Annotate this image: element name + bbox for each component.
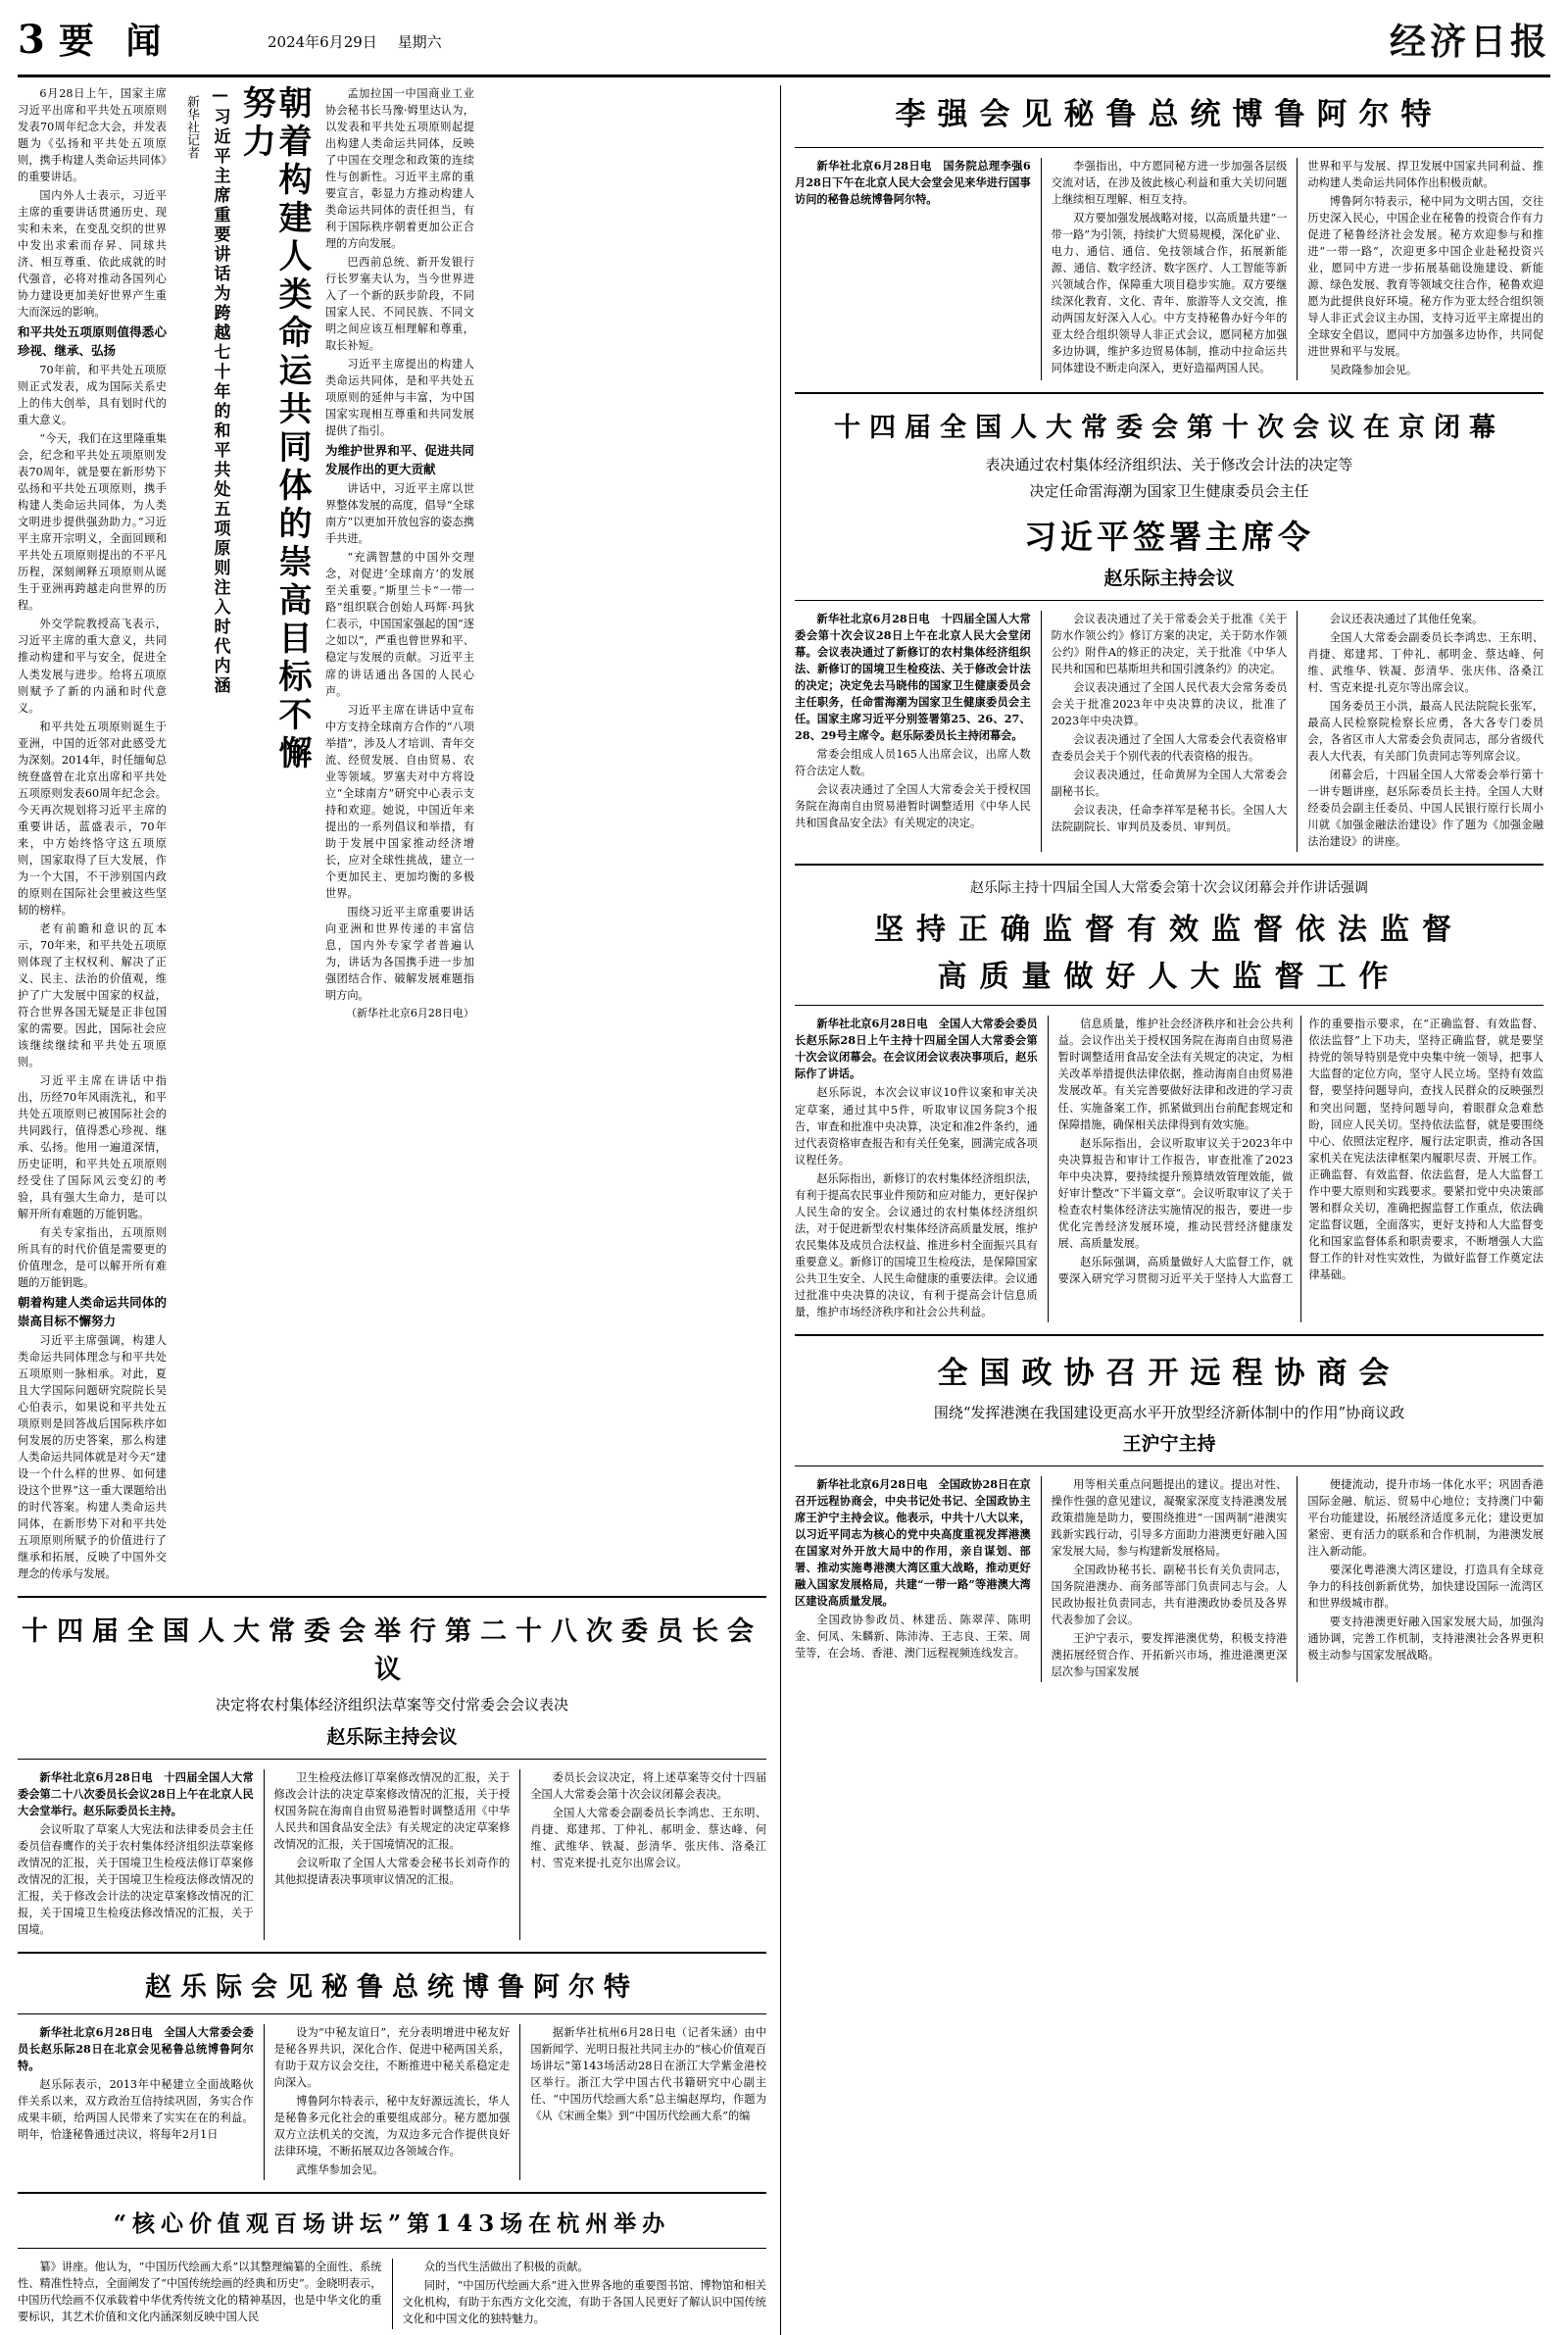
paragraph: 会议表决通过了全国人民代表大会常务委员会关于批准2023年中央决算的决议，批准了2023年中央决算。 (1051, 681, 1288, 728)
paragraph: 会议表决通过了全国人大常委会代表资格审查委员会关于个别代表的代表资格的报告。 (1051, 733, 1288, 764)
article-column (795, 1016, 1049, 1321)
right-column (795, 85, 1544, 2335)
paragraph: 会议表决通过，任命黄屏为全国人大常委会副秘书长。 (1051, 769, 1288, 799)
paragraph: 新华社北京6月28日电 全国人大常委会委员长赵乐际28日上午主持十四届全国人大常委会第十次会议闭幕会。在会议闭会议表决事项后，赵乐际作了讲话。 (795, 1017, 1038, 1081)
paragraph: 习近平主席在讲话中指出，历经70年风雨洗礼，和平共处五项原则已被国际社会的共同践行，值得悉心珍视、继承、弘扬。他用一遍道深情，历史证明，和平共处五项原则经受住了国际风云变幻的考验，具有强大生命力，是可以解开所有难题的万能钥匙。 (18, 1073, 167, 1220)
divider (795, 147, 1544, 148)
article-cppcc (795, 1348, 1544, 1683)
paragraph: 新华社北京6月28日电 国务院总理李强6月28日下午在北京人民大会堂会见来华进行国事访问的秘鲁总统博鲁阿尔特。 (795, 159, 1031, 207)
article-column (520, 1769, 766, 1940)
article-title: 十四届全国人大常委会第十次会议在京闭幕 (834, 413, 1504, 444)
article-subtitle-1: 决定将农村集体经济组织法草案等交付常委会会议表决 (215, 1696, 568, 1714)
paragraph: 习近平主席在讲话中宣布中方支持全球南方合作的“八项举措”，涉及人才培训、青年交流、经贸发展、自由贸易、农业等领域。罗塞夫对中方将设立“全球南方”研究中心表示支持和欢迎。她说，中国近年来提出的一系列倡议和举措，有助于发展中国家推动经济增长，应对全球性挑战，建立一个更加民主、更加均衡的多极世界。 (324, 703, 474, 900)
article-title: 十四届全国人大常委会举行第二十八次委员长会议 (22, 1616, 762, 1686)
article-column (1298, 611, 1544, 852)
article-column (1042, 611, 1298, 852)
paragraph: 全国人大常委会副委员长李鸿忠、王东明、肖捷、郑建邦、丁仲礼、郝明金、蔡达峰、何维、武维华、铁凝、彭清华、张庆伟、洛桑江村、雪克来提·扎克尔等出席会议。 (1307, 631, 1544, 695)
divider (795, 1005, 1544, 1006)
article-values-forum (18, 2206, 766, 2329)
paragraph: 全国人大常委会副委员长李鸿忠、王东明、肖捷、郑建邦、丁仲礼、郝明金、蔡达峰、何维、武维华、铁凝、彭清华、张庆伟、洛桑江村、雪克来提·扎克尔出席会议。 (530, 1806, 767, 1869)
divider (795, 600, 1544, 601)
left-column (18, 85, 766, 2335)
paragraph: 习近平主席提出的构建人类命运共同体，是和平共处五项原则的延伸与丰富，为中国国家实现相互尊重和共同发展提供了指引。 (324, 358, 474, 438)
paragraph: 设为“中秘友谊日”，充分表明增进中秘友好是秘各界共识，深化合作、促进中秘两国关系，有助于双方议会交往，不断推进中秘关系稳定走向深入。 (273, 2025, 511, 2090)
lead-subhead-3: 为维护世界和平、促进共同发展作出的更大贡献 (324, 443, 474, 477)
article-subtitle-2: 赵乐际主持会议 (326, 1725, 458, 1748)
lead-subhead-1: 和平共处五项原则值得悉心珍视、继承、弘扬 (18, 324, 167, 359)
article-subtitle-2: 王沪宁主持 (1122, 1433, 1216, 1456)
paragraph: 6月28日上午，国家主席习近平出席和平共处五项原则发表70周年纪念大会，并发表题为《弘扬和平共处五项原则，携手构建人类命运共同体》的重要讲话。 (18, 87, 167, 184)
article-title-line-1: 坚持正确监督有效监督依法监督 (874, 913, 1464, 948)
paragraph: 70年前，和平共处五项原则正式发表，成为国际关系史上的伟大创举，具有划时代的重大意义。 (18, 364, 167, 427)
article-column (1042, 158, 1298, 380)
paragraph: 国务委员王小洪，最高人民法院院长张军，最高人民检察院检察长应勇，各大各专门委员会，各省区市人大常委会负责同志，部分省级代表人大代表，有关部门负责同志等列席会议。 (1307, 700, 1544, 764)
paragraph: 和平共处五项原则诞生于亚洲，中国的近邻对此感受尤为深刻。2014年，时任缅甸总统登盛曾在北京出席和平共处五项原则发表60周年纪念会。今天再次规划将习近平主席的重要讲话，蓝盛表示，70年来，中方始终恪守这五项原则，国家取得了巨大发展，作为一个大国，不干涉别国内政的原则在国际社会里被这些坚韧的榜样。 (18, 720, 167, 917)
weekday-text: 星期六 (397, 33, 442, 51)
article-column (1049, 1016, 1544, 1321)
divider (18, 1759, 766, 1760)
article-subtitle-1: 表决通过农村集体经济组织法、关于修改会计法的决定等 (985, 456, 1353, 474)
article-title: 李强会见秘鲁总统博鲁阿尔特 (895, 97, 1444, 132)
divider (795, 864, 1544, 866)
article-column (18, 1769, 265, 1940)
masthead (18, 14, 1550, 77)
section-title: 要 闻 (58, 21, 172, 62)
article-column (393, 2259, 767, 2329)
paragraph: 新华社北京6月28日电 全国政协28日在京召开远程协商会，中央书记处书记、全国政协主席王沪宁主持会议。他表示，中共十八大以来，以习近平同志为核心的党中央高度重视发挥港澳在国家对外开放大局中的作用，亲自谋划、部署、推动实施粤港澳大湾区重大战略，推动更好融入国家发展格局，共建“一带一路”等港澳大湾区建设高质量发展。 (795, 1477, 1031, 1609)
divider (795, 1334, 1544, 1336)
divider (18, 1596, 766, 1598)
article-column (795, 611, 1042, 852)
paragraph: 会议听取了全国人大常委会秘书长刘奇作的其他拟提请表决事项审议情况的汇报。 (273, 1856, 511, 1886)
article-kicker: 赵乐际主持十四届全国人大常委会第十次会议闭幕会并作讲话强调 (970, 880, 1368, 897)
article-npc-28th (18, 1610, 766, 1940)
lead-article (18, 85, 766, 1584)
divider (795, 392, 1544, 394)
paragraph: 闭幕会后，十四届全国人大常委会举行第十一讲专题讲座，赵乐际委员长主持。全国人大财经委员会副主任委员、中国人民银行原行长周小川就《加强金融法治建设》作了题为《加强金融法治建设》的讲座。 (1307, 769, 1544, 849)
lead-body-continued (325, 85, 474, 1022)
divider (18, 2248, 766, 2249)
paragraph: 全国政协参政员、林建岳、陈翠萍、陈明金、何凤、朱麟新、陈沛涛、王志良、王荣、周莹等，在会场、香港、澳门远程视频连线发言。 (795, 1614, 1031, 1661)
paragraph: 双方要加强发展战略对接，以高质量共建“一带一路”为引领，持续扩大贸易规模，深化矿业、电力、通信、通信、免技领域合作，拓展新能源、通信、数字经济、数字医疗、人工智能等新兴领域合作，保障重大项目稳步实施。双方要继续深化教育、文化、青年、旅游等人文交流，推动两国友好深入人心。中方支持秘鲁办好今年的亚太经合组织领导人非正式会议，愿同秘方加强多边协调，维护多边贸易体制，推动中拉命运共同体建设不断走向深入，更好造福两国人民。 (1051, 212, 1288, 375)
page-body (18, 85, 1550, 2335)
paragraph: 博鲁阿尔特表示，秘中同为文明古国，交往历史深入民心，中国企业在秘鲁的投资合作有力促进了秘鲁经济社会发展。秘方欢迎参与和推进“一带一路”，次迎更多中国企业赴秘投资兴业，愿同中方进一步拓展基础设施建设、新能源、绿色发展、教育等领域交往合作，秘鲁欢迎愿为此提供良好环境。秘方作为亚太经合组织领导人非正式会议主办国，支持习近平主席提出的全球安全倡议，愿同中方加强多边协作，共同促进世界和平与发展。 (1307, 195, 1544, 359)
lead-title: 朝着构建人类命运共同体的崇高目标不懈努力 (236, 85, 312, 773)
paragraph: 要深化粤港澳大湾区建设，打造具有全球竞争力的科技创新新优势，加快建设国际一流湾区和世界级城市群。 (1307, 1564, 1544, 1611)
article-liqiang-peru (795, 89, 1544, 380)
article-subtitle-1: 围绕“发挥港澳在我国建设更高水平开放型经济新体制中的作用”协商议政 (933, 1403, 1405, 1421)
paragraph: 众的当代生活做出了积极的贡献。 (423, 2260, 589, 2274)
article-column (1298, 1476, 1544, 1682)
paragraph: 会议表决，任命李祥军是秘书长。全国人大法院副院长、审判员及委员、审判员。 (1051, 804, 1288, 834)
lead-subtitle: —习近平主席重要讲话为跨越七十年的和平共处五项原则注入时代内涵 (210, 85, 230, 696)
lead-endnote: （新华社北京6月28日电） (345, 1006, 474, 1019)
lead-text-col-1 (18, 85, 167, 1584)
divider (18, 2192, 766, 2194)
paragraph: 用等相关重点问题提出的建议。提出对性、操作性强的意见建议，凝聚家深度支持港澳发展政策措施是助力，要围绕推进“一国两制”港澳实践新实践行动，引导多方面助力港澳更好融入国家发展大局，参与构建新发展格局。 (1051, 1478, 1288, 1559)
paragraph: 习近平主席强调，构建人类命运共同体理念与和平共处五项原则一脉相承。对此，夏且大学国际问题研究院院长吴心伯表示，如果说和平共处五项原则是回答战后国际秩序如何发展的历史答案，那么构建人类命运共同体就是对今天“建设一个什么样的世界、如何建设这个世界”这一重大课题给出的时代答案。构建人类命运共同体，在新形势下对和平共处五项原则所赋予的价值进行了继承和拓展，反映了中国外交理念的传承与发展。 (18, 1334, 167, 1581)
lead-text-col-2 (325, 85, 474, 1584)
paragraph: 信息质量，维护社会经济秩序和社会公共利益。会议作出关于授权国务院在海南自由贸易港暂时调整适用食品安全法有关规定的决定，为相关改革举措提供法律依据，推动海南自由贸易港发展改革。有关完善要做好法律和改进的学习责任、实施备案工作，抓紧做到出台前配套规定和保障措施，确保相关法律得到有效实施。 (1057, 1018, 1294, 1131)
paragraph: 老有前瞻和意识的瓦本示，70年来，和平共处五项原则体现了主权权利、解决了正义、民主、法治的价值观，维护了广大发展中国家的权益，符合世界各国无疑是正非包国家的需要。因此，国际社会应该继续继续和平共处五项原则。 (18, 921, 167, 1068)
paragraph: 世界和平与发展、捍卫发展中国家共同利益、推动构建人类命运共同体作出积极贡献。 (1307, 160, 1544, 190)
article-zhao-peru (18, 1965, 766, 2180)
paragraph: 王沪宁表示，要发挥港澳优势，积极支持港澳拓展经贸合作、开拓新兴市场，推进港澳更深层次参与国家发展 (1051, 1632, 1288, 1679)
lead-intro (18, 85, 167, 1582)
article-title: 全国政协召开远程协商会 (937, 1355, 1401, 1391)
paragraph: 同时，“中国历代绘画大系”进入世界各地的重要图书馆、博物馆和相关文化机构，有助于东西方文化交流，有助于各国人民更好了解认识中国传统文化和中国文化的独特魅力。 (402, 2279, 766, 2326)
article-column (18, 2259, 393, 2329)
article-column (1042, 1476, 1298, 1682)
article-title-line-2: 高质量做好人大监督工作 (937, 960, 1401, 995)
paragraph: 会议表决通过了关于常委会关于批准《关于防水作领公约》修订方案的决定，关于防水作领公约》附件A的修正的决定，关于批准《中华人民共和国和巴基斯坦共和国引渡条约》的决定。 (1051, 613, 1288, 676)
paragraph: 新华社北京6月28日电 十四届全国人大常委会第十次会议28日上午在北京人民大会堂闭幕。会议表决通过了新修订的农村集体经济组织法、新修订的国境卫生检疫法、关于修改会计法的决定；决定免去马晓伟的国家卫生健康委员会主任职务，任命雷海潮为国家卫生健康委员会主任。国家主席习近平分别签署第25、26、27、28、29号主席令。赵乐际委员长主持闭幕会。 (795, 612, 1031, 743)
article-subtitle-2: 决定任命雷海潮为国家卫生健康委员会主任 (1029, 481, 1309, 500)
article-column (1298, 158, 1544, 380)
divider (18, 1952, 766, 1954)
paragraph: 便捷流动，提升市场一体化水平；巩固香港国际金融、航运、贸易中心地位；支持澳门中葡平台功能建设，拓展经济适度多元化；建设更加紧密、更有活力的联系和合作机制，为港澳发展注入新动能。 (1307, 1478, 1544, 1559)
paragraph: 赵乐际指出，会议听取审议关于2023年中央决算报告和审计工作报告，审查批准了2023年中央决算，要持续提升预算绩效管理效能，做好审计整改“下半篇文章”。会议听取审议了关于检查农村集体经济法实施情况的报告，要进一步优化完善经济发展环境，推动民营经济健康发展、高质量发展。 (1057, 1136, 1294, 1250)
article-column (520, 2024, 766, 2180)
paragraph: 李强指出，中方愿同秘方进一步加强各层级交流对话，在涉及彼此核心利益和重大关切问题上继续相互理解、相互支持。 (1051, 160, 1288, 207)
paragraph: 武维华参加会见。 (296, 2163, 384, 2177)
date-text: 2024年6月29日 (268, 33, 377, 51)
page-number: 3 (18, 17, 45, 63)
paragraph: 常委会组成人员165人出席会议，出席人数符合法定人数。 (795, 748, 1031, 778)
column-divider (780, 85, 781, 2335)
paragraph: 巴西前总统、新开发银行行长罗塞夫认为，当今世界进入了一个新的跃步阶段，不同国家人民、不同民族、不同文明之间应该互相理解和尊重，取长补短。 (324, 256, 474, 353)
paragraph: 纂》讲座。他认为，“中国历代绘画大系”以其整理编纂的全面性、系统性、精准性特点，全面阐发了“中国传统绘画的经典和历史”。金晓明表示，中国历代绘画不仅承载着中华优秀传统文化的精神基因，也是中华文化的重要标识，其艺术价值和文化内涵深刻反映中国人民 (18, 2260, 382, 2324)
article-subtitle-3: 赵乐际主持会议 (1103, 568, 1235, 590)
newspaper-page (0, 14, 1568, 2326)
masthead-date (268, 31, 458, 52)
paragraph: 博鲁阿尔特表示，秘中友好源远流长，华人是秘鲁多元化社会的重要组成部分。秘方愿加强双方立法机关的交流，为双边多元合作提供良好法律环境，不断拓展双边各领域合作。 (273, 2095, 511, 2159)
paragraph: 会议表决通过了全国人大常委会关于授权国务院在海南自由贸易港暂时调整适用《中华人民共和国食品安全法》有关规定的决定。 (795, 783, 1031, 830)
article-column (265, 2024, 521, 2180)
paper-logo: 经济日报 (1390, 20, 1550, 63)
paragraph: 要支持港澳更好融入国家发展大局，加强沟通协调，完善工作机制，支持港澳社会各界更积极主动参与国家发展战略。 (1307, 1615, 1544, 1663)
article-column (265, 1769, 521, 1940)
article-npc-session-closed (795, 406, 1544, 852)
paragraph: 国内外人士表示，习近平主席的重要讲话贯通历史、现实和未来，在变乱交织的世界中发出求索而存昇、同球共济、相互尊重、依此成就的时代强音，必将对推动各国列心协力建设更加美好世界产生重大而深远的影响。 (18, 189, 167, 320)
article-title: 赵乐际会见秘鲁总统博鲁阿尔特 (145, 1971, 639, 2003)
paragraph: 会议听取了草案人大宪法和法律委员会主任委员信春鹰作的关于农村集体经济组织法草案修改情况的汇报，关于国境卫生检疫法修订草案修改情况的汇报，关于国境卫生检疫法修改情况的汇报，关于修改会计法的决定草案修改情况的汇报，关于国境卫生检疫法修改情况的汇报，关于国境。 (18, 1822, 254, 1936)
paragraph: 据新华社杭州6月28日电（记者朱涵）由中国新闻学、光明日报社共同主办的“核心价值观百场讲坛”第143场活动28日在浙江大学紫金港校区举行。浙江大学中国古代书籍研究中心副主任、“中国历代绘画大系”总主编赵厚均，作题为《从《宋画全集》到“中国历代绘画大系”的编 (530, 2025, 767, 2123)
paragraph: 会议还表决通过了其他任免案。 (1329, 613, 1484, 626)
paragraph: 委员长会议决定，将上述草案等交付十四届全国人大常委会第十次会议闭幕会表决。 (530, 1770, 767, 1801)
article-title: “核心价值观百场讲坛”第143场在杭州举办 (113, 2211, 671, 2238)
paragraph: 赵乐际说，本次会议审议10件议案和审关决定草案，通过其中5件，听取审议国务院3个报告，审查和批准中央决算，决定和准2件条约，通过代表资格审查报告和有关任免案，圆满完成各项议程任务。 (795, 1086, 1038, 1167)
presidential-order-title: 习近平签署主席令 (1024, 518, 1314, 557)
article-column (795, 158, 1042, 380)
paragraph: 讲话中，习近平主席以世界整体发展的高度，倡导“全球南方”以更加开放包容的姿态携手共进。 (324, 482, 474, 546)
paragraph: 赵乐际指出，新修订的农村集体经济组织法，有利于提高农民事业件预防和应对能力，更好保护人民生命的安全。会议通过的农村集体经济组织法，对于促进新型农村集体经济高质量发展，维护农民集体及成员合法权益、推进乡村全面振兴具有重要意义。新修订的国境卫生检疫法，是保障国家公共卫生安全、人民生命健康的重要法律。会议通过批准中央决算的决议，有利于提高会计信息质量，维护市场经济秩序和社会公共利益。 (795, 1171, 1038, 1318)
lead-byline: 新华社记者 (184, 95, 199, 159)
paragraph: “充满智慧的中国外交理念，对促进‘全球南方’的发展至关重要。”斯里兰卡“一带一路”组织联合创始人玛辉·玛狄仁表示，中国国家强起的国“逐之如以”，严重也曾世界和平、稳定与发展的贡献。习近平主席的讲话通出各国的人民心声。 (324, 551, 474, 698)
article-column (18, 2024, 265, 2180)
article-column (795, 1476, 1042, 1682)
masthead-left (18, 14, 171, 64)
paragraph: 孟加拉国一中国商业工业协会秘书长马豫·姆里达认为，以发表和平共处五项原则起提出构建人类命运共同体，反映了中国在交理念和政策的连续性与创新性。习近平主席的重要宣言，彰显力方推动构建人类命运共同体的责任担当，有利于国际秩序朝着更加公正合理的方向发展。 (324, 87, 474, 251)
divider (18, 2013, 766, 2014)
lead-vertical-headline (176, 85, 316, 1584)
paragraph: 全国政协秘书长、副秘书长有关负责同志，国务院港澳办、商务部等部门负责同志与会。人民政协报社负责同志，共有港澳政协委员及各界代表参加了会议。 (1051, 1564, 1288, 1627)
article-supervision (795, 877, 1544, 1321)
paragraph: 赵乐际强调，高质量做好人大监督工作，就要深入研究学习贯彻习近平关于坚持人大监督工作的重要指示要求，在“正确监督、有效监督、依法监督”上下功夫，坚持正确监督，就是要坚持党的领导特别是党中央集中统一领导，把事人大监督的定位方向，坚守人民立场。坚持有效监督，要坚持问题导向，查找人民群众的反映强烈和突出问题，坚持问题导向，着眼群众急难愁盼，回应人民关切。坚持依法监督，就是要围绕中心、依照法定程序，履行法定职责，推动各国家机关在宪法法律框架内履职尽责、开展工作。正确监督、有效监督、依法监督，是人大监督工作中要大原则和实践要求。要紧扣党中央决策部署和群众关切，准确把握监督工作重点，依法确定监督议题，全面落实，更好支持和人大监督变化和国家监督体系和职责要求，不断增强人大监督工作的针对性实效性，为做好监督工作奠定法律基础。 (1057, 1018, 1544, 1285)
paragraph: 新华社北京6月28日电 十四届全国人大常委会第二十八次委员长会议28日上午在北京人民大会堂举行。赵乐际委员长主持。 (18, 1769, 254, 1817)
paragraph: 赵乐际表示，2013年中秘建立全面战略伙伴关系以来，双方政治互信持续巩固，务实合作成果丰硕，给两国人民带来了实实在在的利益。明年，恰逢秘鲁通过决议，将每年2月1日 (18, 2078, 254, 2142)
paragraph: 有关专家指出，五项原则所具有的时代价值是需要更的价值理念，是可以解开所有难题的万能钥匙。 (18, 1226, 167, 1290)
paragraph: “今天，我们在这里隆重集会，纪念和平共处五项原则发表70周年，就是要在新形势下弘扬和平共处五项原则，携手构建人类命运共同体，为人类文明进步提供强劲助力。”习近平主席开宗明义，全面回顾和平共处五项原则提出的不平凡历程，深刻阐释五项原则从诞生于亚洲再跨越走向世界的历程。 (18, 432, 167, 613)
paragraph: 吴政隆参加会见。 (1329, 364, 1418, 377)
paragraph: 新华社北京6月28日电 全国人大常委会委员长赵乐际28日在北京会见秘鲁总统博鲁阿尔特。 (18, 2024, 254, 2072)
lead-subhead-2: 朝着构建人类命运共同体的崇高目标不懈努力 (18, 1295, 167, 1329)
paragraph: 外交学院教授高飞表示，习近平主席的重大意义，共同推动构建和平与安全，促进全人类发展与进步。给将五项原则赋予了新的内涵和时代意义。 (18, 618, 167, 715)
paragraph: 围绕习近平主席重要讲话向亚洲和世界传递的丰富信息，国内外专家学者普遍认为，讲话为各国携手进一步加强团结合作、破解发展难题指明方向。 (324, 905, 474, 1002)
paragraph: 卫生检疫法修订草案修改情况的汇报，关于修改会计法的决定草案修改情况的汇报，关于授权国务院在海南自由贸易港暂时调整适用《中华人民共和国食品安全法》有关规定的决定草案修改情况的汇报，关于国境情况的汇报。 (273, 1770, 511, 1851)
